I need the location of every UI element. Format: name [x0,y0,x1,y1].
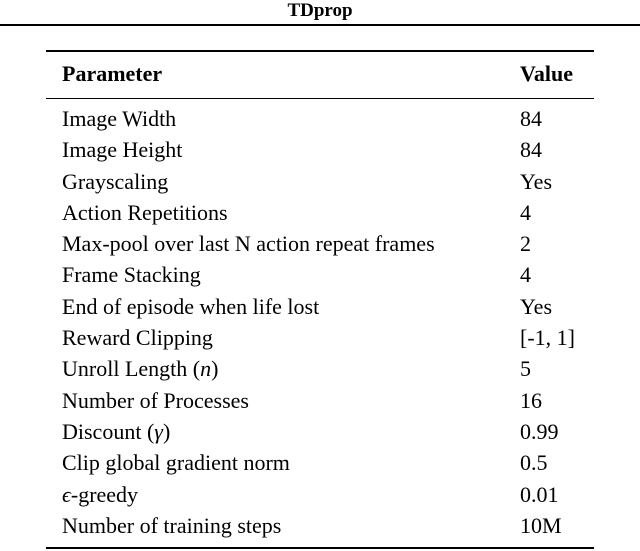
value-image-height: 84 [520,137,542,163]
table-row [0,510,640,541]
param-frame-stacking: Frame Stacking [62,262,201,288]
table-row [0,416,640,447]
param-image-width: Image Width [62,106,177,131]
param-unroll-length-symbol: n [200,356,212,382]
param-unroll-length-suffix: ) [211,356,219,382]
param-discount-symbol: γ [154,418,163,444]
table-row [0,385,640,416]
param-grayscaling: Grayscaling [62,168,169,194]
param-epsilon-greedy [62,479,138,510]
value-frame-stacking: 4 [520,262,531,288]
value-clip-gradient-norm: 0.5 [520,450,548,476]
param-epsilon-text: -greedy [70,481,139,507]
param-unroll-length-text: Unroll Length ( [62,356,201,382]
param-image-height: Image Height [62,137,183,163]
table-body [0,103,640,541]
param-discount-suffix: ) [162,418,171,444]
table-row [0,103,640,134]
param-discount [62,416,170,447]
value-unroll-length: 5 [520,356,531,382]
param-end-of-episode: End of episode when life lost [62,293,320,319]
value-training-steps: 10M [520,512,562,538]
header-rule [46,98,594,99]
param-epsilon-symbol: ϵ [62,481,71,507]
value-reward-clipping: [-1, 1] [520,325,575,351]
param-training-steps: Number of training steps [62,512,282,538]
value-action-repetitions: 4 [520,199,531,225]
value-epsilon-greedy: 0.01 [520,481,559,507]
param-clip-gradient-norm: Clip global gradient norm [62,450,290,476]
header-value: Value [520,61,573,86]
table-row [0,479,640,510]
value-max-pool: 2 [520,231,531,257]
table-row [0,134,640,165]
param-number-of-processes: Number of Processes [62,387,249,413]
table-caption: TDprop [287,0,353,21]
value-grayscaling: Yes [520,168,553,194]
table-top-rule [46,50,594,52]
table-row [0,228,640,259]
value-image-width: 84 [520,106,542,131]
value-discount: 0.99 [520,418,559,444]
param-max-pool: Max-pool over last N action repeat frames [62,231,435,257]
param-action-repetitions: Action Repetitions [62,199,228,225]
param-reward-clipping: Reward Clipping [62,325,213,351]
table-header [0,58,640,90]
caption-rule [0,24,640,26]
table-row [0,197,640,228]
table-row [0,166,640,197]
table-row [0,322,640,353]
table-row [0,291,640,322]
value-end-of-episode: Yes [520,293,553,319]
table-bottom-rule [46,547,594,549]
header-parameter: Parameter [62,61,163,86]
table-row [0,353,640,384]
table-row [0,259,640,290]
param-unroll-length [62,353,218,384]
param-discount-text: Discount ( [62,418,155,444]
value-number-of-processes: 16 [520,387,542,413]
table-row [0,447,640,478]
